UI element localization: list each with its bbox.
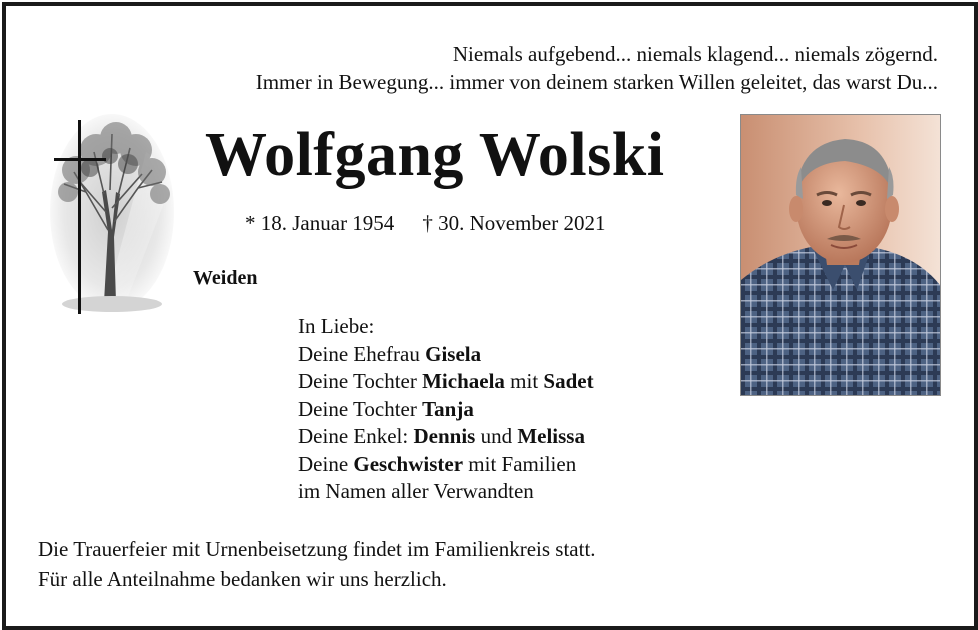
family-intro: In Liebe:: [298, 314, 375, 338]
footer-line-1: Die Trauerfeier mit Urnenbeisetzung findet im Familienkreis statt.: [38, 537, 596, 561]
family-line: Deine Geschwister mit Familien: [298, 451, 577, 476]
family-closing: im Namen aller Verwandten: [298, 479, 534, 503]
family-list: [298, 313, 594, 506]
family-line: Deine Ehefrau Gisela: [298, 341, 482, 366]
deceased-name: Wolfgang Wolski: [205, 121, 665, 189]
quote-line-1: Niemals aufgebend... niemals klagend... niemals zögernd.: [452, 42, 938, 66]
birth-date: * 18. Januar 1954: [245, 211, 395, 235]
family-line: Deine Tochter Tanja: [298, 396, 474, 421]
quote-line-2: Immer in Bewegung... immer von deinem starken Willen geleitet, das warst Du...: [255, 70, 938, 94]
place-label: Weiden: [193, 267, 258, 289]
family-line: Deine Tochter Michaela mit Sadet: [298, 369, 594, 393]
footer-line-2: Für alle Anteilnahme bedanken wir uns herzlich.: [38, 567, 447, 591]
family-line: Deine Enkel: Dennis und Melissa: [298, 424, 585, 448]
death-date: † 30. November 2021: [422, 211, 606, 235]
tree-cross-image: [46, 112, 178, 320]
life-dates: [245, 209, 605, 237]
portrait-photo: [740, 114, 941, 396]
